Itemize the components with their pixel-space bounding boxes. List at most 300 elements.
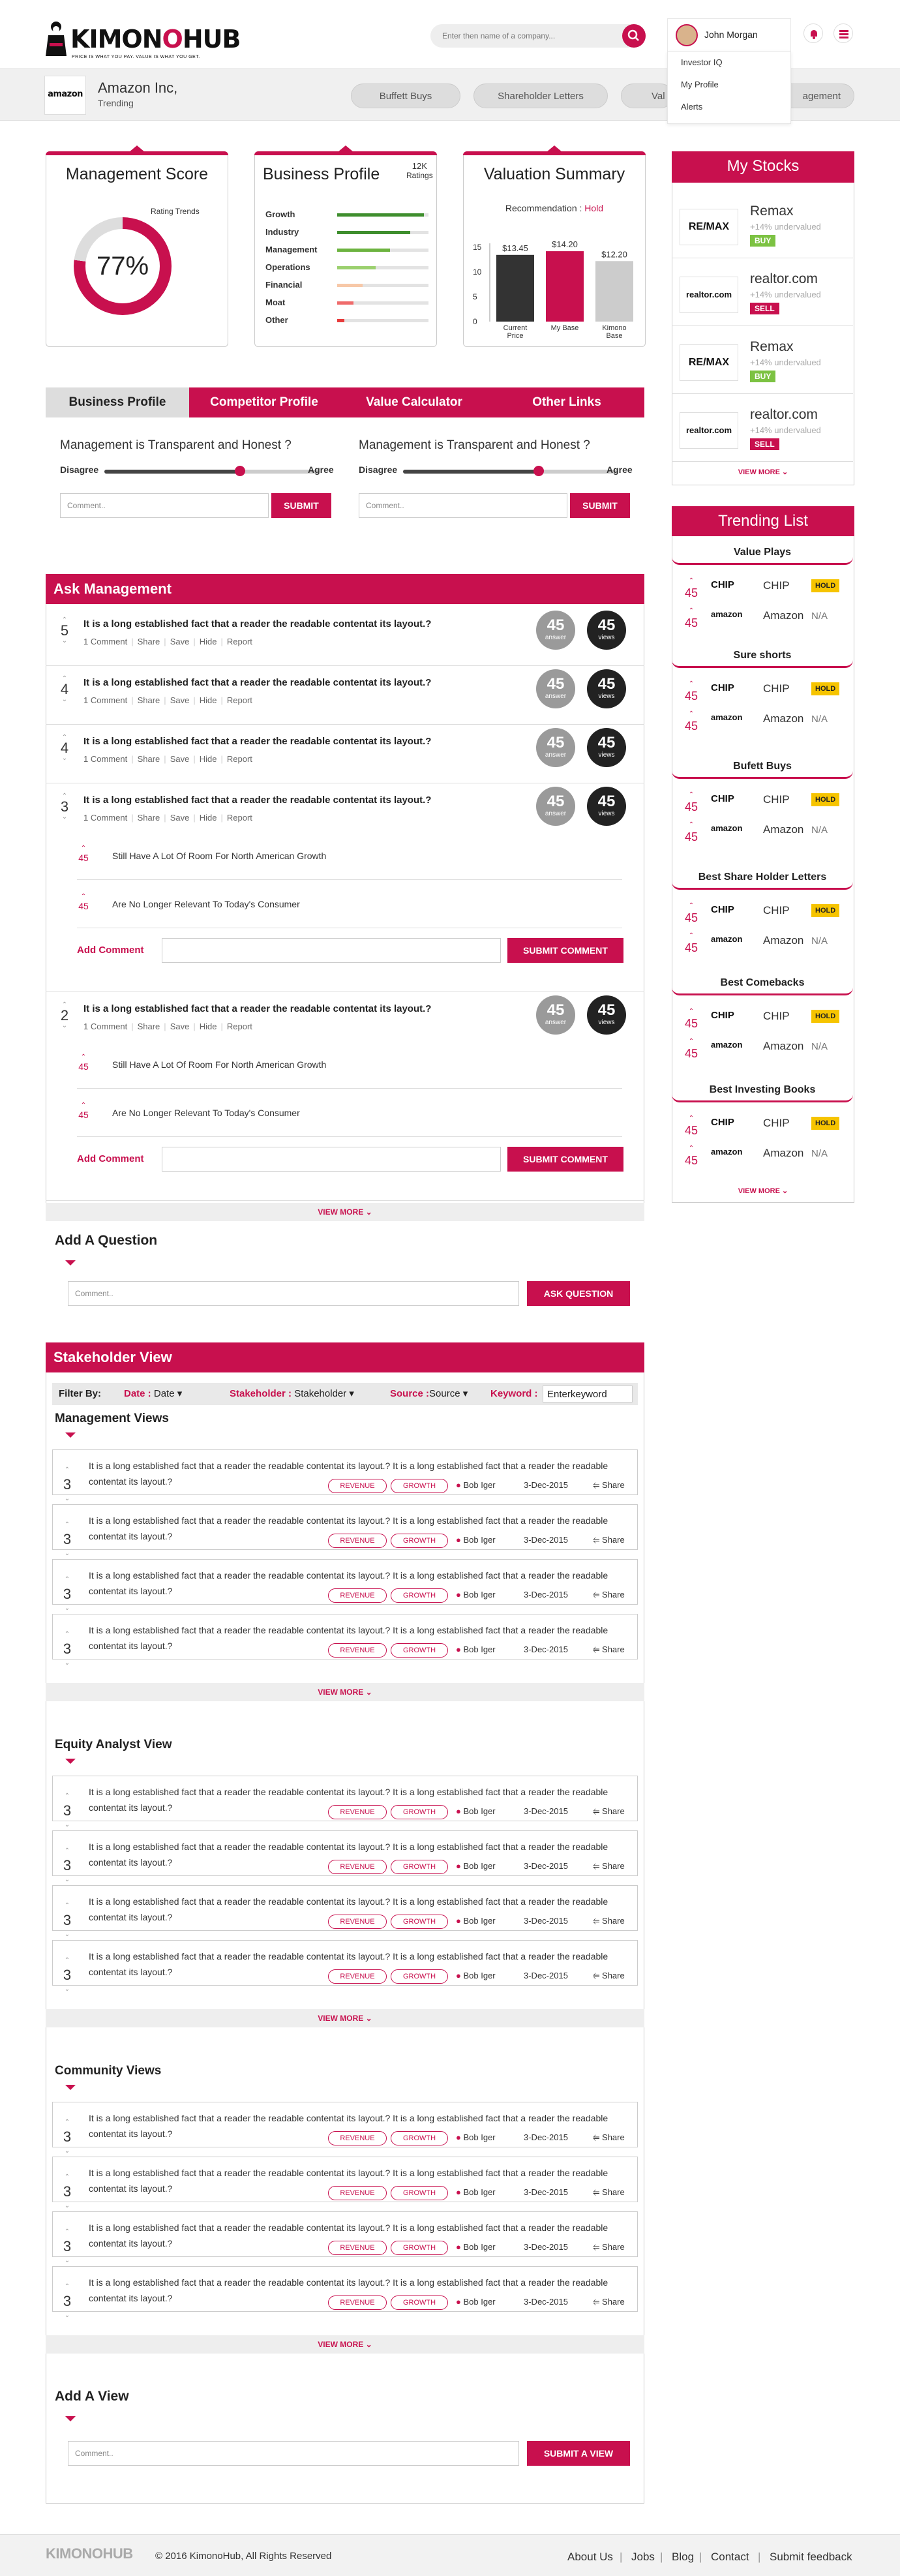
trending-name: Amazon <box>763 1040 804 1052</box>
view-text: It is a long established fact that a reader the readable contentat its layout.? It is a long established fact that a reader the readable contentat its layout.? <box>89 1461 608 1487</box>
tag-growth[interactable]: GROWTH <box>391 2296 448 2310</box>
menu-item-my-profile[interactable]: My Profile <box>681 80 719 89</box>
valuation-chart <box>464 224 646 341</box>
downvote-icon[interactable]: ⌄ <box>64 1495 70 1502</box>
kimono-figure-icon <box>44 21 68 57</box>
trending-row[interactable] <box>672 601 853 631</box>
trending-name: Amazon <box>763 1147 804 1159</box>
stakeholder-view-item <box>52 1559 638 1612</box>
question-action-report[interactable]: Report <box>226 754 252 764</box>
tag-revenue[interactable]: REVENUE <box>328 1643 387 1658</box>
my-stocks-view-more[interactable]: VIEW MORE ⌄ <box>738 468 788 476</box>
upvote-icon[interactable]: ⌃ <box>80 1053 87 1061</box>
question-action-report[interactable]: Report <box>226 695 252 705</box>
question-action-save[interactable]: Save <box>170 754 190 764</box>
stock-logo: realtor.com <box>680 277 738 313</box>
trending-section-title[interactable]: Best Share Holder Letters <box>672 868 853 890</box>
trending-name: CHIP <box>763 793 790 806</box>
business-profile-track <box>337 249 428 252</box>
comment-input[interactable] <box>162 1147 501 1172</box>
upvote-icon[interactable]: ⌃ <box>80 845 87 852</box>
upvote-icon[interactable]: ⌃ <box>61 1001 68 1008</box>
views-count: 45 views <box>587 611 626 650</box>
nav-buffett-buys[interactable]: Buffett Buys <box>351 83 460 108</box>
trending-logo: CHIP <box>711 904 734 915</box>
user-icon: ● <box>456 1535 461 1545</box>
stakeholder-section-title: Management Views <box>55 1412 169 1425</box>
question-action-hide[interactable]: Hide <box>199 813 217 823</box>
trending-section-title[interactable]: Bufett Buys <box>672 757 853 779</box>
footer-link-submit-feedback[interactable]: Submit feedback <box>770 2551 852 2563</box>
view-share[interactable]: ⥢ Share <box>593 1806 625 1816</box>
submit-comment-button[interactable]: SUBMIT COMMENT <box>507 938 623 963</box>
view-share[interactable]: ⥢ Share <box>593 1971 625 1980</box>
trending-badge: N/A <box>811 935 828 947</box>
view-share[interactable]: ⥢ Share <box>593 2132 625 2142</box>
view-author[interactable]: ● Bob Iger <box>456 2187 496 2197</box>
slider-handle[interactable] <box>235 466 245 476</box>
view-author[interactable]: ● Bob Iger <box>456 2132 496 2142</box>
question-row <box>46 667 644 719</box>
trending-logo: amazon <box>711 609 743 619</box>
downvote-icon[interactable]: ⌄ <box>61 696 68 703</box>
footer-logo[interactable]: KIMONOHUB <box>46 2545 133 2562</box>
trending-row[interactable] <box>672 571 853 601</box>
downvote-icon[interactable]: ⌄ <box>64 1821 70 1828</box>
nav-shareholder-letters[interactable]: Shareholder Letters <box>473 83 608 108</box>
tag-revenue[interactable]: REVENUE <box>328 1860 387 1874</box>
trending-section-title[interactable]: Sure shorts <box>672 646 853 668</box>
menu-button[interactable] <box>833 23 853 43</box>
stakeholder-view-item <box>52 1940 638 1993</box>
trending-name: CHIP <box>763 682 790 695</box>
tag-revenue[interactable]: REVENUE <box>328 1588 387 1603</box>
upvote-icon[interactable]: ⌃ <box>61 734 68 741</box>
downvote-icon[interactable]: ⌄ <box>64 1550 70 1557</box>
downvote-icon[interactable]: ⌄ <box>64 2147 70 2155</box>
view-date: 3-Dec-2015 <box>524 2132 568 2142</box>
tag-revenue[interactable]: REVENUE <box>328 2241 387 2255</box>
tag-growth[interactable]: GROWTH <box>391 1969 448 1984</box>
y-tick-label: 0 <box>473 317 477 326</box>
question-text[interactable]: It is a long established fact that a reader the readable contentat its layout.? <box>83 677 432 688</box>
user-icon: ● <box>456 1916 461 1926</box>
question-text[interactable]: It is a long established fact that a reader the readable contentat its layout.? <box>83 736 432 747</box>
rating-trends-label: Rating Trends <box>151 207 200 216</box>
trending-row[interactable] <box>672 785 853 815</box>
trending-row[interactable] <box>672 1109 853 1139</box>
tag-revenue[interactable]: REVENUE <box>328 1969 387 1984</box>
upvote-icon[interactable]: ⌃ <box>688 821 695 828</box>
tag-growth[interactable]: GROWTH <box>391 2241 448 2255</box>
view-author[interactable]: ● Bob Iger <box>456 1916 496 1926</box>
trending-name: Amazon <box>763 609 804 622</box>
upvote-icon[interactable]: ⌃ <box>64 1902 70 1909</box>
view-text: It is a long established fact that a reader the readable contentat its layout.? It is a long established fact that a reader the readable contentat its layout.? <box>89 1570 608 1596</box>
upvote-icon[interactable]: ⌃ <box>64 1521 70 1528</box>
tag-growth[interactable]: GROWTH <box>391 1479 448 1493</box>
trending-section <box>672 1080 853 1172</box>
upvote-icon[interactable]: ⌃ <box>688 902 695 909</box>
tag-growth[interactable]: GROWTH <box>391 1643 448 1658</box>
tag-growth[interactable]: GROWTH <box>391 1915 448 1929</box>
trending-badge: N/A <box>811 611 828 622</box>
stakeholder-view-more[interactable]: VIEW MORE ⌄ <box>46 1683 644 1701</box>
footer-link-contact[interactable]: Contact <box>711 2551 749 2563</box>
view-author[interactable]: ● Bob Iger <box>456 1806 496 1816</box>
trending-logo: amazon <box>711 823 743 833</box>
filter-date[interactable]: Date : Date ▾ <box>124 1388 183 1399</box>
question-actions: 1 Comment | Share | Save | Hide | Report <box>83 813 252 823</box>
trending-vote: ⌃ 45 <box>685 789 698 813</box>
upvote-icon[interactable]: ⌃ <box>688 607 695 614</box>
upvote-icon[interactable]: ⌃ <box>64 1576 70 1583</box>
upvote-icon[interactable]: ⌃ <box>61 675 68 682</box>
stock-badge: SELL <box>750 438 779 450</box>
slider-fill <box>403 470 539 474</box>
filter-keyword-label: Keyword : <box>490 1388 538 1399</box>
ask-question-button[interactable]: ASK QUESTION <box>527 1281 630 1306</box>
slider-comment-input[interactable]: Comment.. <box>359 493 567 518</box>
question-action-report[interactable]: Report <box>226 1022 252 1031</box>
business-profile-row-label: Management <box>265 245 318 254</box>
tag-growth[interactable]: GROWTH <box>391 2131 448 2145</box>
stock-name: Remax <box>750 339 794 354</box>
trending-row[interactable] <box>672 896 853 926</box>
question-action-share[interactable]: Share <box>137 813 160 823</box>
upvote-icon[interactable]: ⌃ <box>64 1957 70 1964</box>
footer-link-about-us[interactable]: About Us <box>567 2551 613 2563</box>
comment-text: Are No Longer Relevant To Today's Consumer <box>112 1108 300 1118</box>
trending-section-title[interactable]: Best Investing Books <box>672 1080 853 1102</box>
tag-revenue[interactable]: REVENUE <box>328 1479 387 1493</box>
filter-by-label: Filter By: <box>59 1388 102 1399</box>
trending-section <box>672 543 853 634</box>
submit-view-button[interactable]: SUBMIT A VIEW <box>527 2441 630 2466</box>
user-dropdown <box>667 51 791 124</box>
trending-logo: amazon <box>711 712 743 722</box>
downvote-icon[interactable]: ⌄ <box>61 813 68 821</box>
kimonohub-logo[interactable] <box>44 14 240 60</box>
valuation-summary-card <box>463 151 646 347</box>
stakeholder-view-item <box>52 1830 638 1883</box>
my-stock-item[interactable] <box>672 261 853 326</box>
tag-growth[interactable]: GROWTH <box>391 1805 448 1819</box>
view-author[interactable]: ● Bob Iger <box>456 2297 496 2307</box>
upvote-icon[interactable]: ⌃ <box>64 1793 70 1800</box>
question-action-share[interactable]: Share <box>137 1022 160 1031</box>
downvote-icon[interactable]: ⌄ <box>64 1659 70 1667</box>
downvote-icon[interactable]: ⌄ <box>64 2202 70 2209</box>
stakeholder-view-more[interactable]: VIEW MORE ⌄ <box>46 2335 644 2354</box>
tag-revenue[interactable]: REVENUE <box>328 1805 387 1819</box>
view-input[interactable]: Comment.. <box>68 2441 519 2466</box>
slider-submit-button[interactable]: SUBMIT <box>570 493 630 518</box>
trending-section <box>672 868 853 959</box>
trending-logo: CHIP <box>711 1117 734 1128</box>
slider-comment-input[interactable]: Comment.. <box>60 493 269 518</box>
downvote-icon[interactable]: ⌄ <box>61 637 68 644</box>
view-vote: ⌃ 3 ⌄ <box>61 2115 74 2159</box>
business-profile-fill <box>337 231 410 234</box>
upvote-icon[interactable]: ⌃ <box>688 932 695 939</box>
add-comment-label: Add Comment <box>77 945 144 956</box>
footer-link-jobs[interactable]: Jobs <box>631 2551 655 2563</box>
downvote-icon[interactable]: ⌄ <box>61 755 68 762</box>
view-author[interactable]: ● Bob Iger <box>456 1480 496 1490</box>
question-action-hide[interactable]: Hide <box>199 637 217 646</box>
question-action-report[interactable]: Report <box>226 637 252 646</box>
question-action-hide[interactable]: Hide <box>199 1022 217 1031</box>
view-author[interactable]: ● Bob Iger <box>456 1590 496 1599</box>
trending-badge: HOLD <box>811 793 839 806</box>
submit-comment-button[interactable]: SUBMIT COMMENT <box>507 1147 623 1172</box>
keyword-input[interactable]: Enterkeyword <box>543 1386 633 1402</box>
stock-badge: BUY <box>750 235 775 247</box>
user-menu[interactable] <box>667 18 791 51</box>
question-text[interactable]: It is a long established fact that a reader the readable contentat its layout.? <box>83 618 432 629</box>
question-action-report[interactable]: Report <box>226 813 252 823</box>
tag-growth[interactable]: GROWTH <box>391 1534 448 1548</box>
view-author[interactable]: ● Bob Iger <box>456 2242 496 2252</box>
views-count: 45 views <box>587 787 626 826</box>
downvote-icon[interactable]: ⌄ <box>64 2257 70 2264</box>
view-share[interactable]: ⥢ Share <box>593 2297 625 2307</box>
trending-row[interactable] <box>672 1002 853 1032</box>
trending-row[interactable] <box>672 1139 853 1169</box>
view-text: It is a long established fact that a reader the readable contentat its layout.? It is a long established fact that a reader the readable contentat its layout.? <box>89 1515 608 1541</box>
stakeholder-view-more[interactable]: VIEW MORE ⌄ <box>46 2009 644 2027</box>
search-bar <box>430 24 646 48</box>
trending-row[interactable] <box>672 815 853 845</box>
comment-input[interactable] <box>162 938 501 963</box>
stakeholder-view-item <box>52 1885 638 1938</box>
valuation-bar-value: $12.20 <box>601 249 627 260</box>
upvote-icon[interactable]: ⌃ <box>64 1847 70 1855</box>
question-action-share[interactable]: Share <box>137 754 160 764</box>
question-action-save[interactable]: Save <box>170 813 190 823</box>
question-text[interactable]: It is a long established fact that a reader the readable contentat its layout.? <box>83 795 432 806</box>
downvote-icon[interactable]: ⌄ <box>64 1986 70 1993</box>
question-action-save[interactable]: Save <box>170 1022 190 1031</box>
upvote-icon[interactable]: ⌃ <box>61 616 68 624</box>
business-profile-row-label: Operations <box>265 262 310 272</box>
upvote-icon[interactable]: ⌃ <box>688 680 695 688</box>
management-score-title: Management Score <box>65 165 209 183</box>
stakeholder-title: Stakeholder View <box>46 1342 644 1372</box>
upvote-icon[interactable]: ⌃ <box>688 1115 695 1122</box>
stakeholder-view-item <box>52 2211 638 2264</box>
question-row <box>46 993 644 1045</box>
share-icon: ⥢ <box>593 1535 600 1545</box>
my-stock-item[interactable] <box>672 193 853 258</box>
view-date: 3-Dec-2015 <box>524 1916 568 1926</box>
view-author[interactable]: ● Bob Iger <box>456 1971 496 1980</box>
upvote-icon[interactable]: ⌃ <box>64 2119 70 2126</box>
menu-item-alerts[interactable]: Alerts <box>681 102 703 112</box>
upvote-icon[interactable]: ⌃ <box>688 1145 695 1152</box>
business-profile-title: Business Profile <box>263 165 380 183</box>
ratings-count: 12K Ratings <box>406 161 433 180</box>
question-action-1-comment[interactable]: 1 Comment <box>83 813 128 823</box>
footer: KIMONOHUB © 2016 KimonoHub, All Rights Reserved About Us | Jobs | Blog | Contact | Submit feedback <box>0 2534 900 2576</box>
view-share[interactable]: ⥢ Share <box>593 1590 625 1599</box>
tag-growth[interactable]: GROWTH <box>391 2186 448 2200</box>
view-share[interactable]: ⥢ Share <box>593 1644 625 1654</box>
tag-revenue[interactable]: REVENUE <box>328 2186 387 2200</box>
downvote-icon[interactable]: ⌄ <box>61 1022 68 1029</box>
tab-competitor-profile[interactable]: Competitor Profile <box>210 395 318 409</box>
recommendation-value: Hold <box>584 203 604 213</box>
question-action-hide[interactable]: Hide <box>199 695 217 705</box>
slider-fill <box>104 470 240 474</box>
stakeholder-section-title: Community Views <box>55 2064 162 2078</box>
agreement-slider[interactable] <box>403 470 618 474</box>
trending-section-title[interactable]: Best Comebacks <box>672 973 853 995</box>
stock-name: realtor.com <box>750 407 818 422</box>
footer-link-blog[interactable]: Blog <box>672 2551 695 2563</box>
business-profile-row-label: Industry <box>265 227 299 237</box>
tag-growth[interactable]: GROWTH <box>391 1860 448 1874</box>
business-profile-track <box>337 284 428 287</box>
search-icon <box>622 24 646 48</box>
business-profile-fill <box>337 213 424 217</box>
tag-growth[interactable]: GROWTH <box>391 1588 448 1603</box>
business-profile-fill <box>337 249 390 252</box>
upvote-icon[interactable]: ⌃ <box>80 893 87 900</box>
tag-revenue[interactable]: REVENUE <box>328 1534 387 1548</box>
user-icon: ● <box>456 2132 461 2142</box>
view-share[interactable]: ⥢ Share <box>593 1916 625 1926</box>
tag-revenue[interactable]: REVENUE <box>328 2131 387 2145</box>
valuation-bar-label: Price <box>507 332 524 340</box>
tab-value-calculator[interactable]: Value Calculator <box>366 395 462 409</box>
view-author[interactable]: ● Bob Iger <box>456 1861 496 1871</box>
view-date: 3-Dec-2015 <box>524 1535 568 1545</box>
trending-logo: amazon <box>711 934 743 944</box>
upvote-icon[interactable]: ⌃ <box>64 2174 70 2181</box>
question-input[interactable]: Comment.. <box>68 1281 519 1306</box>
slider-left-label: Disagree <box>60 464 99 475</box>
trending-row[interactable] <box>672 926 853 956</box>
tag-revenue[interactable]: REVENUE <box>328 1915 387 1929</box>
recommendation: Recommendation : Hold <box>505 203 604 213</box>
company-name: Amazon Inc, <box>98 80 178 96</box>
valuation-bar-label: Base <box>606 332 623 340</box>
upvote-icon[interactable]: ⌃ <box>688 791 695 798</box>
tab-other-links[interactable]: Other Links <box>532 395 601 409</box>
notifications-button[interactable] <box>803 23 823 43</box>
upvote-icon[interactable]: ⌃ <box>64 2228 70 2235</box>
business-profile-row-label: Other <box>265 315 288 325</box>
company-status: Trending <box>98 98 134 108</box>
stock-name: Remax <box>750 204 794 219</box>
grid-menu-icon <box>834 24 854 44</box>
my-stock-item[interactable] <box>672 329 853 394</box>
question-actions: 1 Comment | Share | Save | Hide | Report <box>83 695 252 705</box>
ask-management-view-more[interactable]: VIEW MORE ⌄ <box>46 1203 644 1221</box>
agreement-slider[interactable] <box>104 470 320 474</box>
trending-section-title[interactable]: Value Plays <box>672 543 853 565</box>
trending-view-more[interactable]: VIEW MORE ⌄ <box>738 1187 788 1195</box>
trending-vote: ⌃ 45 <box>685 1006 698 1029</box>
nav-management[interactable]: agement <box>773 83 854 108</box>
trending-row[interactable] <box>672 674 853 705</box>
downvote-icon[interactable]: ⌄ <box>64 2312 70 2319</box>
nav-valuation[interactable]: Val <box>621 83 673 108</box>
upvote-icon[interactable]: ⌃ <box>688 1008 695 1015</box>
valuation-bar <box>496 255 534 322</box>
my-stock-item[interactable] <box>672 397 853 462</box>
downvote-icon[interactable]: ⌄ <box>64 1931 70 1938</box>
question-vote: ⌃ 2 ⌄ <box>57 1002 72 1029</box>
search-button[interactable] <box>622 24 646 48</box>
downvote-icon[interactable]: ⌄ <box>64 1876 70 1883</box>
upvote-icon[interactable]: ⌃ <box>688 1038 695 1045</box>
question-row <box>46 725 644 778</box>
upvote-icon[interactable]: ⌃ <box>64 1631 70 1638</box>
business-profile-row-label: Growth <box>265 209 295 219</box>
menu-item-investor-iq[interactable]: Investor IQ <box>681 57 723 67</box>
view-author[interactable]: ● Bob Iger <box>456 1644 496 1654</box>
question-text[interactable]: It is a long established fact that a reader the readable contentat its layout.? <box>83 1003 432 1014</box>
view-share[interactable]: ⥢ Share <box>593 1480 625 1490</box>
view-share[interactable]: ⥢ Share <box>593 2242 625 2252</box>
filter-stakeholder[interactable]: Stakeholder : Stakeholder ▾ <box>230 1388 354 1399</box>
question-action-hide[interactable]: Hide <box>199 754 217 764</box>
question-action-save[interactable]: Save <box>170 695 190 705</box>
business-profile-card <box>254 151 437 347</box>
question-action-1-comment[interactable]: 1 Comment <box>83 637 128 646</box>
question-action-1-comment[interactable]: 1 Comment <box>83 695 128 705</box>
view-share[interactable]: ⥢ Share <box>593 2187 625 2197</box>
trending-row[interactable] <box>672 1032 853 1062</box>
question-action-share[interactable]: Share <box>137 637 160 646</box>
trending-vote: ⌃ 45 <box>685 819 698 843</box>
upvote-icon[interactable]: ⌃ <box>64 2283 70 2290</box>
user-icon: ● <box>456 1861 461 1871</box>
upvote-icon[interactable]: ⌃ <box>64 1466 70 1474</box>
slider-handle[interactable] <box>533 466 544 476</box>
upvote-icon[interactable]: ⌃ <box>688 577 695 584</box>
user-icon: ● <box>456 1971 461 1980</box>
stakeholder-section-title: Equity Analyst View <box>55 1738 172 1751</box>
filter-source[interactable]: Source :Source ▾ <box>390 1388 468 1399</box>
view-text: It is a long established fact that a reader the readable contentat its layout.? It is a long established fact that a reader the readable contentat its layout.? <box>89 1787 608 1813</box>
view-share[interactable]: ⥢ Share <box>593 1535 625 1545</box>
search-input[interactable] <box>430 24 607 48</box>
view-author[interactable]: ● Bob Iger <box>456 1535 496 1545</box>
trending-section <box>672 973 853 1065</box>
business-profile-row <box>265 297 428 311</box>
question-action-save[interactable]: Save <box>170 637 190 646</box>
tag-revenue[interactable]: REVENUE <box>328 2296 387 2310</box>
view-date: 3-Dec-2015 <box>524 2187 568 2197</box>
slider-submit-button[interactable]: SUBMIT <box>271 493 331 518</box>
question-action-1-comment[interactable]: 1 Comment <box>83 754 128 764</box>
answers-count: 45 answer <box>536 728 575 767</box>
question-action-share[interactable]: Share <box>137 695 160 705</box>
view-share[interactable]: ⥢ Share <box>593 1861 625 1871</box>
downvote-icon[interactable]: ⌄ <box>64 1605 70 1612</box>
trending-row[interactable] <box>672 705 853 735</box>
tab-business-profile[interactable]: Business Profile <box>46 387 189 417</box>
question-action-1-comment[interactable]: 1 Comment <box>83 1022 128 1031</box>
upvote-icon[interactable]: ⌃ <box>80 1102 87 1109</box>
upvote-icon[interactable]: ⌃ <box>688 710 695 718</box>
question-vote: ⌃ 3 ⌄ <box>57 793 72 821</box>
upvote-icon[interactable]: ⌃ <box>61 793 68 800</box>
